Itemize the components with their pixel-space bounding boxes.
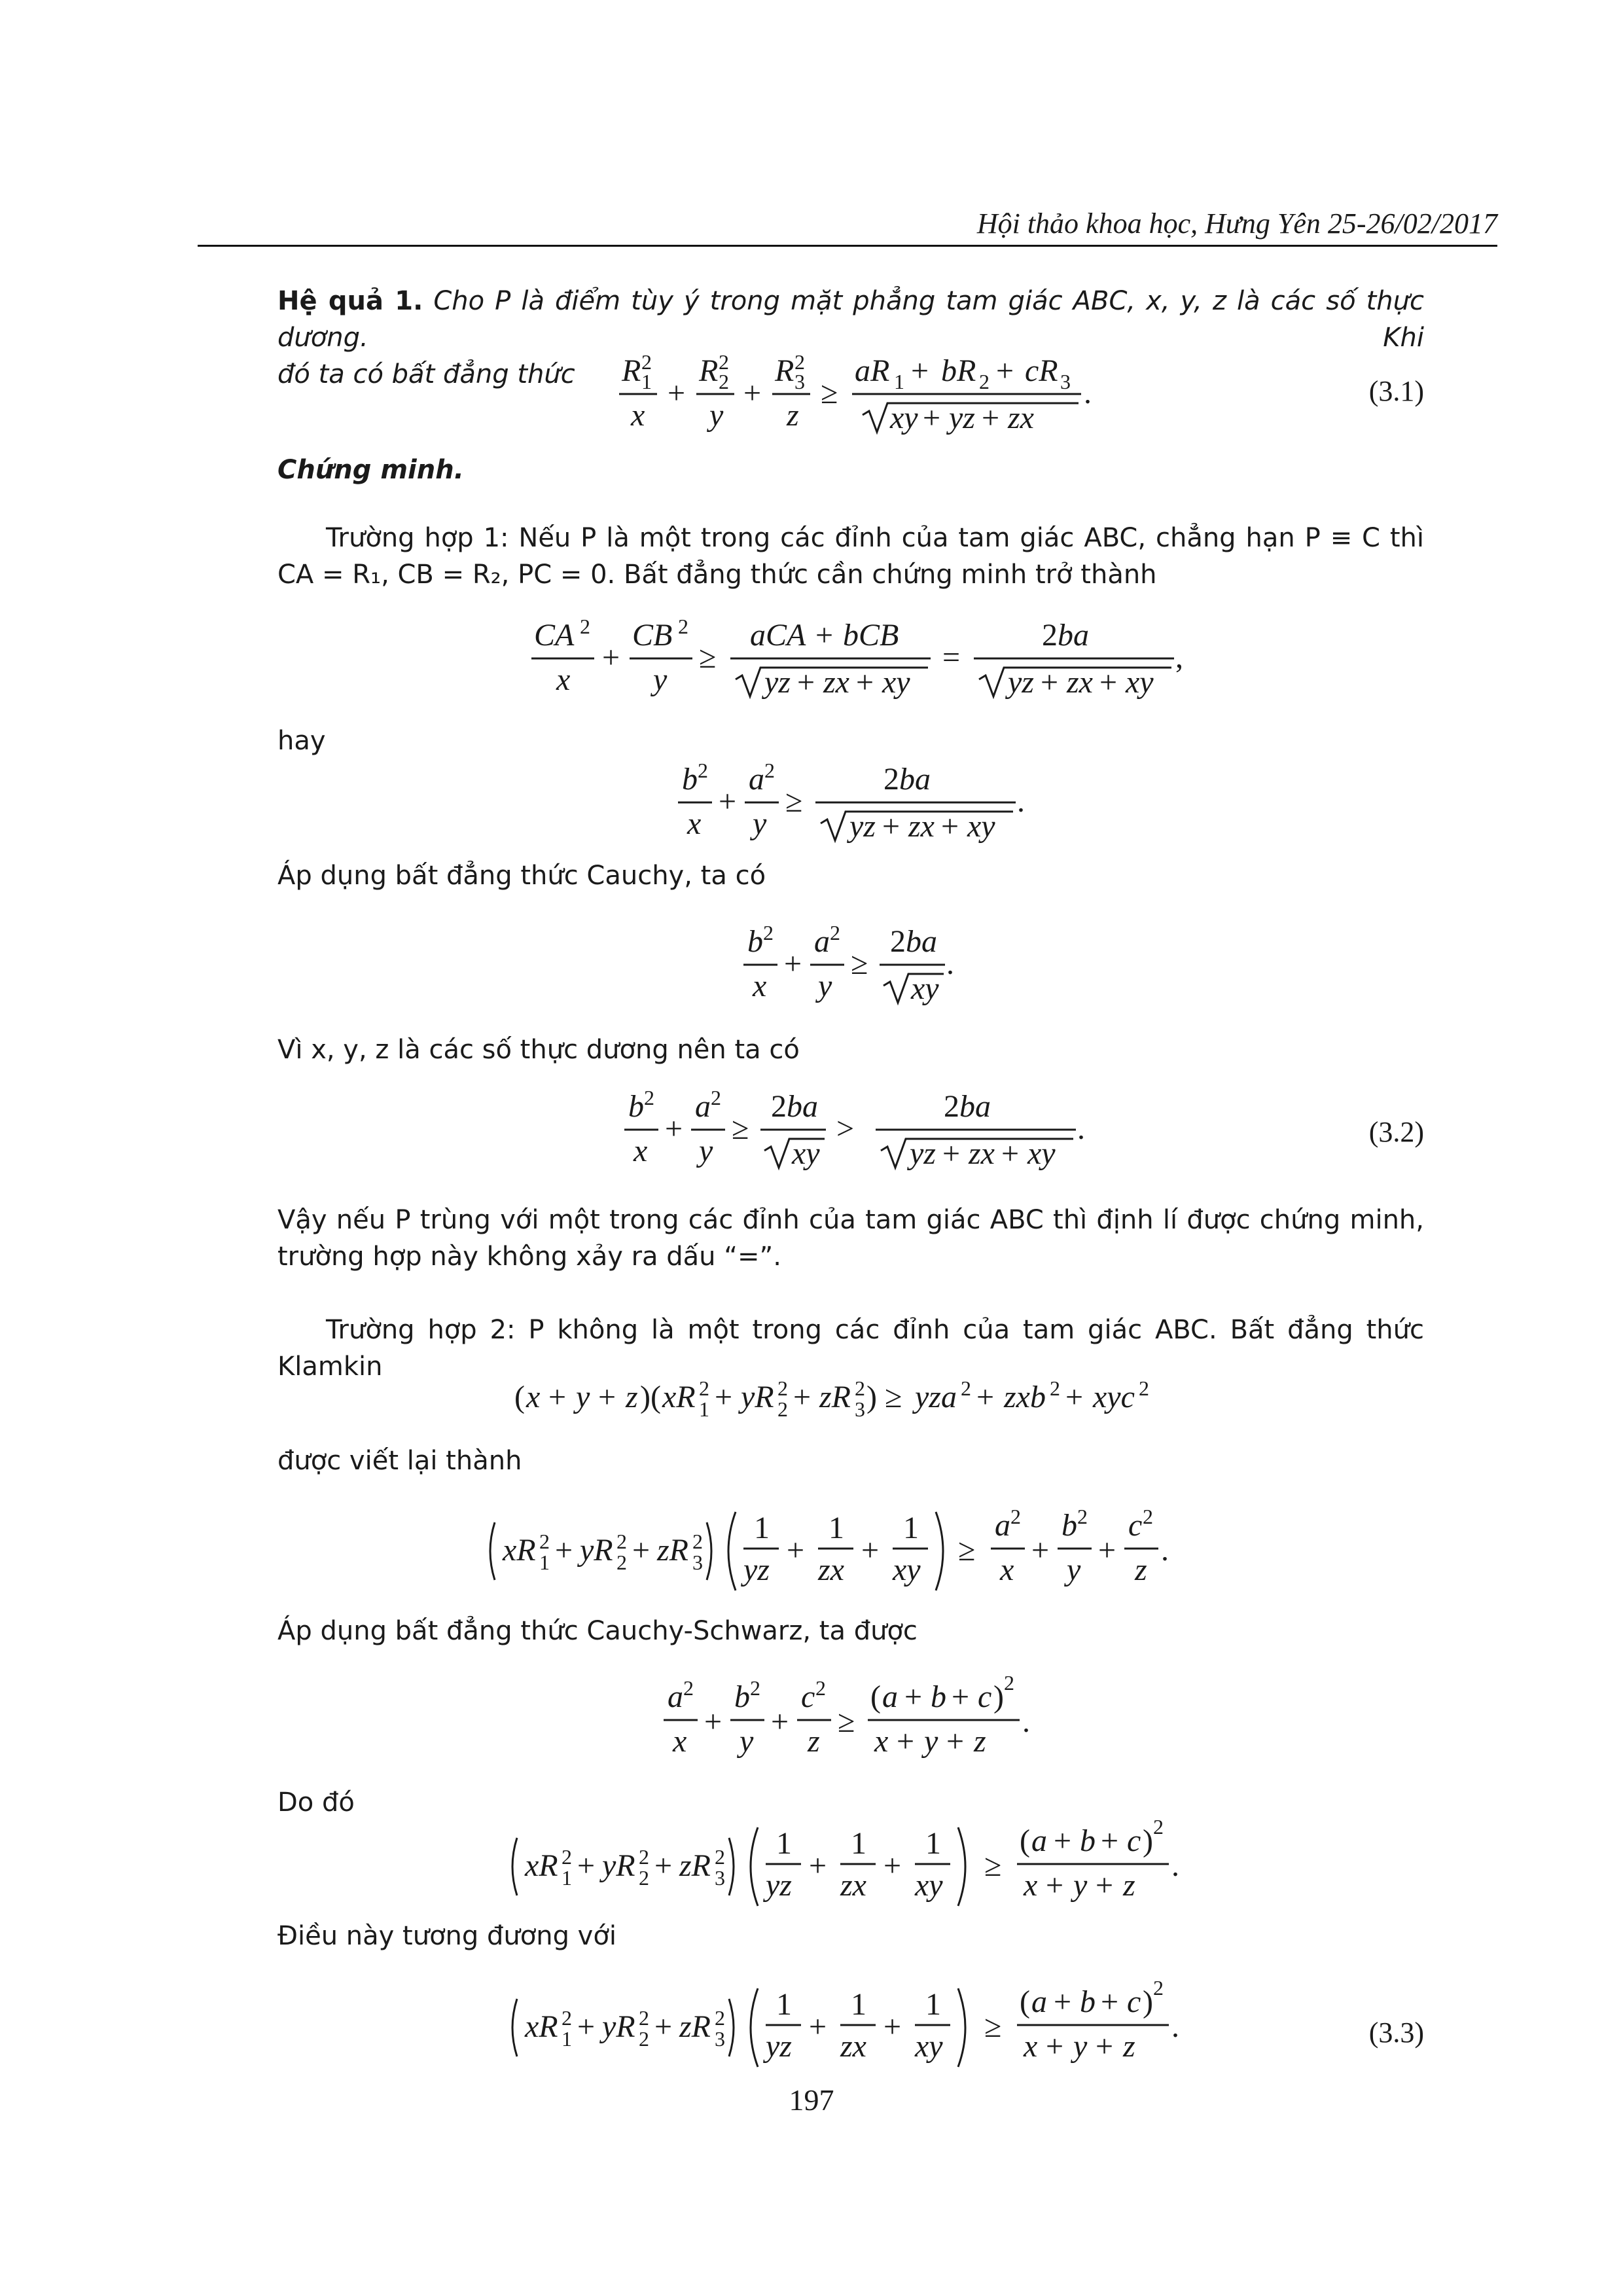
do-do-text: Do đó bbox=[277, 1787, 355, 1818]
svg-text:2: 2 bbox=[715, 1845, 725, 1869]
svg-text:(: ( bbox=[1020, 1984, 1030, 2019]
cauchy-text: Áp dụng bất đẳng thức Cauchy, ta có bbox=[277, 861, 766, 891]
svg-text:x: x bbox=[633, 1134, 648, 1168]
svg-text:+: + bbox=[996, 353, 1014, 388]
svg-text:yza: yza bbox=[915, 1380, 957, 1414]
svg-text:+: + bbox=[946, 1724, 965, 1759]
equivalent-text: Điều này tương đương với bbox=[277, 1921, 616, 1951]
svg-text:2: 2 bbox=[763, 921, 774, 944]
svg-text:z: z bbox=[1123, 2029, 1135, 2064]
svg-text:2: 2 bbox=[644, 1086, 654, 1109]
svg-text:CA: CA bbox=[534, 618, 575, 653]
svg-text:+: + bbox=[883, 2009, 902, 2044]
svg-text:+: + bbox=[784, 946, 802, 981]
equation-cauchy-schwarz bbox=[661, 1670, 1067, 1762]
svg-text:2: 2 bbox=[616, 1530, 627, 1553]
svg-text:+: + bbox=[897, 1724, 915, 1759]
svg-text:+: + bbox=[952, 1679, 970, 1714]
svg-text:zx: zx bbox=[818, 1552, 844, 1587]
case1-paragraph bbox=[277, 520, 1424, 593]
svg-text:ba: ba bbox=[787, 1089, 818, 1124]
case1-conclusion bbox=[277, 1202, 1424, 1275]
svg-text:R: R bbox=[699, 353, 719, 388]
svg-text:y: y bbox=[924, 1724, 938, 1759]
svg-text:.: . bbox=[1084, 376, 1092, 410]
svg-text:y: y bbox=[740, 1724, 754, 1759]
svg-text:1: 1 bbox=[925, 1826, 941, 1861]
svg-text:c: c bbox=[801, 1679, 815, 1714]
svg-text:.: . bbox=[1161, 1533, 1169, 1568]
svg-text:b: b bbox=[682, 762, 698, 797]
svg-text:bR: bR bbox=[941, 353, 976, 388]
svg-text:+: + bbox=[911, 353, 929, 388]
svg-text:zx: zx bbox=[823, 665, 849, 700]
svg-text:.: . bbox=[1017, 784, 1025, 819]
svg-text:,: , bbox=[1175, 640, 1183, 675]
svg-text:yz: yz bbox=[766, 2029, 792, 2064]
svg-text:zx: zx bbox=[1067, 665, 1093, 700]
header-rule bbox=[198, 245, 1497, 247]
svg-text:): ) bbox=[866, 1380, 877, 1414]
svg-text:≥: ≥ bbox=[851, 946, 868, 981]
svg-text:2: 2 bbox=[855, 1376, 865, 1400]
svg-text:+: + bbox=[665, 1111, 683, 1146]
svg-text:yR: yR bbox=[580, 1533, 613, 1568]
svg-text:c: c bbox=[978, 1679, 992, 1714]
svg-text:+: + bbox=[1096, 1868, 1114, 1903]
svg-text:+: + bbox=[1041, 665, 1059, 700]
equation-do-do bbox=[507, 1814, 1226, 1906]
svg-text:yz: yz bbox=[1008, 665, 1034, 700]
svg-text:yz: yz bbox=[949, 401, 975, 435]
svg-text:b: b bbox=[734, 1679, 750, 1714]
svg-text:yz: yz bbox=[766, 1868, 792, 1903]
svg-text:x: x bbox=[874, 1724, 889, 1759]
svg-text:+: + bbox=[1065, 1380, 1084, 1414]
svg-text:xy: xy bbox=[911, 971, 939, 1006]
svg-text:+: + bbox=[904, 1679, 923, 1714]
svg-text:)(: )( bbox=[640, 1380, 661, 1414]
svg-text:ba: ba bbox=[959, 1089, 991, 1124]
svg-text:+: + bbox=[1031, 1533, 1050, 1568]
svg-text:y: y bbox=[653, 662, 668, 697]
svg-text:+: + bbox=[1098, 1533, 1116, 1568]
svg-text:): ) bbox=[993, 1679, 1004, 1714]
svg-text:xy: xy bbox=[792, 1136, 820, 1171]
corollary-statement-1: Cho P là điểm tùy ý trong mặt phẳng tam giác ABC, x, y, z là các số thực dương. Khi bbox=[277, 286, 1424, 353]
svg-text:.: . bbox=[946, 946, 954, 981]
svg-text:2: 2 bbox=[562, 1845, 572, 1869]
svg-text:z: z bbox=[626, 1380, 638, 1414]
svg-text:x: x bbox=[631, 398, 645, 433]
svg-text:2: 2 bbox=[890, 924, 906, 959]
svg-text:ba: ba bbox=[906, 924, 937, 959]
svg-text:z: z bbox=[808, 1724, 820, 1759]
svg-text:2: 2 bbox=[711, 1086, 721, 1109]
svg-text:2: 2 bbox=[794, 350, 805, 374]
case2-line-2: Klamkin bbox=[277, 1352, 383, 1382]
svg-text:R: R bbox=[622, 353, 641, 388]
svg-text:+: + bbox=[1054, 1984, 1072, 2019]
svg-text:2: 2 bbox=[771, 1089, 787, 1124]
svg-text:xy: xy bbox=[882, 665, 910, 700]
svg-text:ba: ba bbox=[899, 762, 931, 797]
running-header: Hội thảo khoa học, Hưng Yên 25-26/02/2017 bbox=[976, 207, 1497, 240]
svg-text:yz: yz bbox=[743, 1552, 770, 1587]
svg-text:x: x bbox=[1024, 2029, 1038, 2064]
svg-text:2: 2 bbox=[1153, 1976, 1164, 2000]
svg-text:2: 2 bbox=[678, 615, 688, 638]
svg-text:+: + bbox=[982, 401, 1000, 435]
case1-conclusion-line-2: trường hợp này không xảy ra dấu “=”. bbox=[277, 1242, 781, 1272]
svg-text:xy: xy bbox=[893, 1552, 921, 1587]
svg-text:2: 2 bbox=[616, 1551, 627, 1574]
svg-text:+: + bbox=[1101, 1823, 1119, 1858]
svg-text:+: + bbox=[1096, 2029, 1114, 2064]
svg-text:≥: ≥ bbox=[885, 1380, 902, 1414]
svg-text:bCB: bCB bbox=[843, 618, 899, 653]
svg-text:2: 2 bbox=[580, 615, 590, 638]
svg-text:xyc: xyc bbox=[1093, 1380, 1135, 1414]
svg-text:yz: yz bbox=[849, 809, 876, 844]
svg-text:zx: zx bbox=[969, 1136, 995, 1171]
case2-paragraph bbox=[277, 1312, 1424, 1385]
case2-line-1: Trường hợp 2: P không là một trong các đỉnh của tam giác ABC. Bất đẳng thức bbox=[326, 1315, 1424, 1345]
svg-text:+: + bbox=[577, 1848, 596, 1883]
svg-text:+: + bbox=[861, 1533, 880, 1568]
svg-text:xR: xR bbox=[525, 2009, 558, 2044]
svg-text:zx: zx bbox=[840, 2029, 866, 2064]
svg-text:b: b bbox=[1080, 1984, 1096, 2019]
svg-text:2: 2 bbox=[719, 350, 729, 374]
svg-text:zR: zR bbox=[679, 1848, 711, 1883]
svg-text:1: 1 bbox=[699, 1397, 709, 1421]
svg-text:2: 2 bbox=[639, 1845, 649, 1869]
svg-text:xR: xR bbox=[662, 1380, 696, 1414]
svg-text:2: 2 bbox=[777, 1397, 788, 1421]
svg-text:xy: xy bbox=[890, 401, 918, 435]
svg-text:+: + bbox=[787, 1533, 805, 1568]
svg-text:+: + bbox=[1046, 2029, 1064, 2064]
svg-text:2: 2 bbox=[639, 2006, 649, 2030]
svg-text:1: 1 bbox=[851, 1826, 866, 1861]
svg-text:.: . bbox=[1171, 2009, 1179, 2044]
svg-text:1: 1 bbox=[894, 370, 904, 393]
equation-3-2 bbox=[622, 1086, 1106, 1172]
svg-text:1: 1 bbox=[925, 1987, 941, 2022]
svg-text:1: 1 bbox=[851, 1987, 866, 2022]
equation-case1-cauchy bbox=[741, 922, 976, 1007]
svg-text:2: 2 bbox=[764, 759, 775, 782]
svg-text:≥: ≥ bbox=[785, 784, 803, 819]
svg-text:x: x bbox=[526, 1380, 541, 1414]
svg-text:2: 2 bbox=[562, 2006, 572, 2030]
svg-text:b: b bbox=[747, 924, 763, 959]
svg-text:c: c bbox=[1127, 1984, 1141, 2019]
svg-text:+: + bbox=[654, 2009, 673, 2044]
svg-text:x: x bbox=[1000, 1552, 1014, 1587]
svg-text:a: a bbox=[882, 1679, 898, 1714]
svg-text:+: + bbox=[1001, 1136, 1020, 1171]
equation-number-3-3: (3.3) bbox=[1368, 2017, 1424, 2049]
svg-text:x: x bbox=[673, 1724, 687, 1759]
svg-text:+: + bbox=[715, 1380, 733, 1414]
svg-text:c: c bbox=[1127, 1823, 1141, 1858]
svg-text:x: x bbox=[1024, 1868, 1038, 1903]
svg-text:≥: ≥ bbox=[958, 1533, 976, 1568]
svg-text:): ) bbox=[1143, 1823, 1153, 1858]
svg-text:2: 2 bbox=[1004, 1671, 1014, 1695]
svg-text:+: + bbox=[809, 1848, 827, 1883]
svg-text:1: 1 bbox=[776, 1987, 792, 2022]
svg-text:>: > bbox=[836, 1111, 855, 1146]
svg-text:2: 2 bbox=[699, 1376, 709, 1400]
svg-text:2: 2 bbox=[944, 1089, 959, 1124]
svg-text:y: y bbox=[1073, 2029, 1088, 2064]
svg-text:z: z bbox=[1123, 1868, 1135, 1903]
svg-text:2: 2 bbox=[777, 1376, 788, 1400]
svg-text:yR: yR bbox=[741, 1380, 774, 1414]
svg-text:+: + bbox=[548, 1380, 567, 1414]
svg-text:+: + bbox=[976, 1380, 995, 1414]
svg-text:2: 2 bbox=[683, 1676, 694, 1700]
svg-text:≥: ≥ bbox=[732, 1111, 749, 1146]
svg-text:c: c bbox=[1128, 1508, 1143, 1543]
svg-text:1: 1 bbox=[754, 1511, 770, 1545]
svg-text:+: + bbox=[882, 809, 901, 844]
svg-text:≥: ≥ bbox=[699, 640, 717, 675]
svg-text:a: a bbox=[668, 1679, 683, 1714]
svg-text:+: + bbox=[856, 665, 874, 700]
svg-text:xR: xR bbox=[503, 1533, 536, 1568]
svg-text:(: ( bbox=[870, 1679, 881, 1714]
svg-text:cR: cR bbox=[1025, 353, 1058, 388]
svg-text:a: a bbox=[695, 1089, 711, 1124]
svg-text:3: 3 bbox=[794, 370, 805, 393]
svg-text:+: + bbox=[654, 1848, 673, 1883]
svg-text:x: x bbox=[753, 969, 767, 1003]
svg-text:aCA: aCA bbox=[750, 618, 806, 653]
svg-text:+: + bbox=[577, 2009, 596, 2044]
svg-text:yz: yz bbox=[910, 1136, 936, 1171]
svg-text:1: 1 bbox=[562, 2027, 572, 2051]
svg-text:b: b bbox=[628, 1089, 644, 1124]
svg-text:zR: zR bbox=[679, 2009, 711, 2044]
proof-label: Chứng minh. bbox=[277, 455, 464, 485]
svg-text:+: + bbox=[793, 1380, 812, 1414]
svg-text:y: y bbox=[1073, 1868, 1088, 1903]
equation-number-3-1: (3.1) bbox=[1368, 375, 1424, 407]
svg-text:+: + bbox=[1046, 1868, 1064, 1903]
svg-text:≥: ≥ bbox=[984, 2009, 1002, 2044]
svg-text:+: + bbox=[797, 665, 815, 700]
svg-text:2: 2 bbox=[539, 1530, 550, 1553]
svg-text:+: + bbox=[1054, 1823, 1072, 1858]
svg-text:+: + bbox=[668, 376, 686, 410]
svg-text:z: z bbox=[787, 398, 799, 433]
corollary-statement-2: đó ta có bất đẳng thức bbox=[277, 359, 575, 389]
svg-text:+: + bbox=[598, 1380, 616, 1414]
svg-text:1: 1 bbox=[776, 1826, 792, 1861]
rewritten-text: được viết lại thành bbox=[277, 1446, 522, 1476]
svg-text:yR: yR bbox=[602, 2009, 635, 2044]
svg-text:x: x bbox=[687, 806, 702, 841]
positive-text: Vì x, y, z là các số thực dương nên ta có bbox=[277, 1035, 800, 1065]
case1-conclusion-line-1: Vậy nếu P trùng với một trong các đỉnh của tam giác ABC thì định lí được chứng minh, bbox=[277, 1205, 1424, 1235]
svg-text:2: 2 bbox=[1153, 1815, 1164, 1839]
svg-text:a: a bbox=[749, 762, 764, 797]
corollary-line-1 bbox=[277, 283, 1424, 356]
svg-text:(: ( bbox=[1020, 1823, 1030, 1858]
svg-text:+: + bbox=[555, 1533, 573, 1568]
svg-text:2: 2 bbox=[639, 2027, 649, 2051]
svg-text:≥: ≥ bbox=[821, 376, 838, 410]
svg-text:zR: zR bbox=[657, 1533, 688, 1568]
equation-3-1 bbox=[615, 351, 1139, 436]
svg-text:+: + bbox=[941, 809, 959, 844]
svg-text:R: R bbox=[775, 353, 794, 388]
svg-text:zR: zR bbox=[819, 1380, 851, 1414]
svg-text:.: . bbox=[1171, 1848, 1179, 1883]
svg-text:+: + bbox=[815, 618, 834, 653]
case1-line-1: Trường hợp 1: Nếu P là một trong các đỉnh của tam giác ABC, chẳng hạn P ≡ C thì bbox=[326, 523, 1424, 553]
svg-text:2: 2 bbox=[883, 762, 899, 797]
equation-3-3 bbox=[507, 1975, 1226, 2067]
svg-text:1: 1 bbox=[641, 370, 652, 393]
svg-text:3: 3 bbox=[855, 1397, 865, 1421]
svg-text:xy: xy bbox=[915, 2029, 943, 2064]
svg-text:x: x bbox=[556, 662, 571, 697]
svg-text:+: + bbox=[771, 1704, 789, 1739]
svg-text:a: a bbox=[1031, 1984, 1047, 2019]
svg-text:+: + bbox=[704, 1704, 722, 1739]
svg-text:+: + bbox=[602, 640, 620, 675]
svg-text:2: 2 bbox=[641, 350, 652, 374]
svg-text:2: 2 bbox=[1077, 1505, 1088, 1528]
svg-text:+: + bbox=[923, 401, 941, 435]
svg-text:2: 2 bbox=[979, 370, 990, 393]
svg-text:1: 1 bbox=[829, 1511, 844, 1545]
svg-text:2: 2 bbox=[639, 1866, 649, 1890]
svg-text:2: 2 bbox=[719, 370, 729, 393]
svg-text:1: 1 bbox=[903, 1511, 919, 1545]
svg-text:1: 1 bbox=[539, 1551, 550, 1574]
svg-text:z: z bbox=[974, 1724, 986, 1759]
svg-text:2: 2 bbox=[830, 921, 840, 944]
svg-text:xy: xy bbox=[1126, 665, 1154, 700]
svg-text:2: 2 bbox=[1143, 1505, 1153, 1528]
svg-text:3: 3 bbox=[692, 1551, 703, 1574]
svg-text:a: a bbox=[1031, 1823, 1047, 1858]
svg-text:1: 1 bbox=[562, 1866, 572, 1890]
svg-text:.: . bbox=[1077, 1111, 1085, 1146]
svg-text:y: y bbox=[753, 806, 767, 841]
svg-text:y: y bbox=[576, 1380, 590, 1414]
svg-text:z: z bbox=[1135, 1552, 1147, 1587]
svg-text:=: = bbox=[942, 640, 961, 675]
svg-text:zx: zx bbox=[1008, 401, 1034, 435]
svg-text:≥: ≥ bbox=[838, 1704, 855, 1739]
svg-text:+: + bbox=[1101, 1984, 1119, 2019]
svg-text:yR: yR bbox=[602, 1848, 635, 1883]
svg-text:2: 2 bbox=[715, 2006, 725, 2030]
svg-text:2: 2 bbox=[1042, 618, 1058, 653]
svg-text:y: y bbox=[709, 398, 724, 433]
svg-text:zx: zx bbox=[908, 809, 935, 844]
svg-text:2: 2 bbox=[1050, 1376, 1060, 1400]
svg-text:+: + bbox=[809, 2009, 827, 2044]
cauchy-schwarz-text: Áp dụng bất đẳng thức Cauchy-Schwarz, ta được bbox=[277, 1616, 918, 1646]
svg-text:y: y bbox=[818, 969, 832, 1003]
svg-text:+: + bbox=[942, 1136, 961, 1171]
svg-text:3: 3 bbox=[715, 2027, 725, 2051]
case1-line-2: CA = R₁, CB = R₂, PC = 0. Bất đẳng thức cần chứng minh trở thành bbox=[277, 560, 1157, 590]
svg-text:+: + bbox=[1099, 665, 1118, 700]
svg-text:y: y bbox=[1067, 1552, 1081, 1587]
svg-text:+: + bbox=[883, 1848, 902, 1883]
svg-text:+: + bbox=[719, 784, 737, 819]
svg-text:xR: xR bbox=[525, 1848, 558, 1883]
svg-text:3: 3 bbox=[715, 1866, 725, 1890]
svg-text:xy: xy bbox=[967, 809, 995, 844]
svg-text:b: b bbox=[1061, 1508, 1077, 1543]
svg-text:yz: yz bbox=[764, 665, 791, 700]
equation-klamkin bbox=[514, 1377, 1182, 1423]
svg-text:): ) bbox=[1143, 1984, 1153, 2019]
equation-rewritten bbox=[484, 1499, 1217, 1590]
corollary-label: Hệ quả 1. bbox=[277, 286, 423, 316]
hay-text: hay bbox=[277, 726, 326, 756]
svg-text:zx: zx bbox=[840, 1868, 866, 1903]
equation-case1-hay bbox=[675, 759, 1042, 844]
svg-text:2: 2 bbox=[1010, 1505, 1021, 1528]
svg-text:2: 2 bbox=[961, 1376, 971, 1400]
equation-case1-ca-cb bbox=[531, 615, 1186, 707]
svg-text:b: b bbox=[1080, 1823, 1096, 1858]
svg-text:y: y bbox=[699, 1134, 713, 1168]
svg-text:+: + bbox=[743, 376, 762, 410]
svg-text:xy: xy bbox=[915, 1868, 943, 1903]
svg-text:2: 2 bbox=[815, 1676, 826, 1700]
svg-text:≥: ≥ bbox=[984, 1848, 1002, 1883]
svg-text:a: a bbox=[995, 1508, 1010, 1543]
svg-text:2: 2 bbox=[692, 1530, 703, 1553]
svg-text:3: 3 bbox=[1060, 370, 1071, 393]
svg-text:b: b bbox=[931, 1679, 946, 1714]
svg-text:ba: ba bbox=[1058, 618, 1089, 653]
page-number: 197 bbox=[789, 2083, 834, 2117]
svg-text:2: 2 bbox=[1139, 1376, 1149, 1400]
svg-text:2: 2 bbox=[750, 1676, 760, 1700]
svg-text:CB: CB bbox=[632, 618, 673, 653]
svg-text:.: . bbox=[1022, 1704, 1030, 1739]
svg-text:+: + bbox=[632, 1533, 651, 1568]
svg-text:aR: aR bbox=[855, 353, 890, 388]
svg-text:a: a bbox=[814, 924, 830, 959]
svg-text:(: ( bbox=[514, 1380, 525, 1414]
equation-number-3-2: (3.2) bbox=[1368, 1116, 1424, 1148]
svg-text:xy: xy bbox=[1027, 1136, 1056, 1171]
svg-text:zxb: zxb bbox=[1004, 1380, 1046, 1414]
svg-text:2: 2 bbox=[698, 759, 708, 782]
